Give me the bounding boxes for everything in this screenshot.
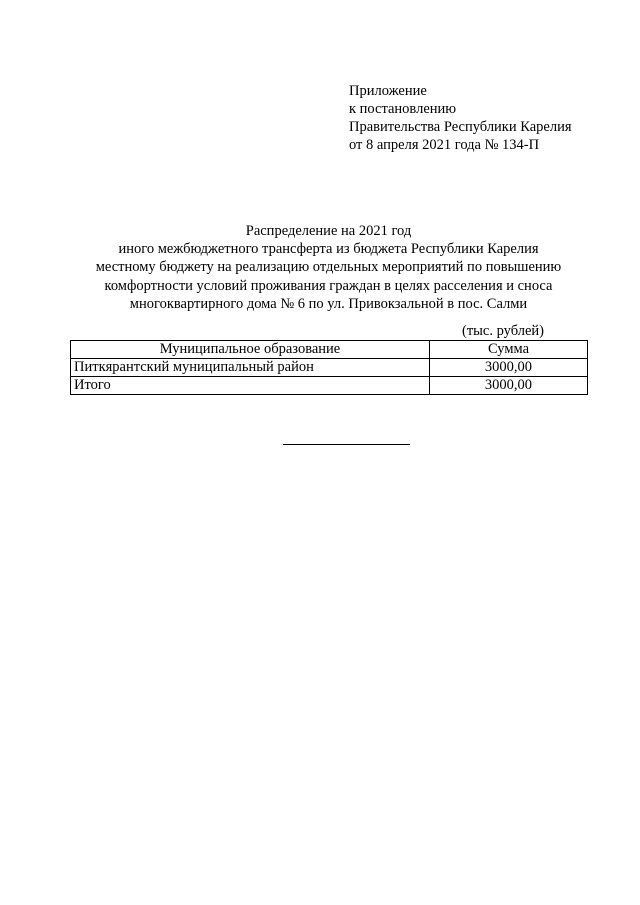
appendix-line: к постановлению <box>349 101 457 117</box>
appendix-line: Приложение <box>349 83 427 99</box>
appendix-block <box>349 82 572 154</box>
document-title <box>70 222 587 313</box>
total-label-cell: Итого <box>71 377 430 395</box>
end-divider-line <box>283 444 410 445</box>
title-line: комфортности условий проживания граждан в целях расселения и сноса <box>104 277 553 294</box>
appendix-line: Правительства Республики Карелия <box>349 119 572 135</box>
municipality-cell: Питкярантский муниципальный район <box>71 359 430 377</box>
title-line: местному бюджету на реализацию отдельных мероприятий по повышению <box>95 259 562 276</box>
column-header-sum: Сумма <box>430 341 588 359</box>
title-line: иного межбюджетного трансферта из бюджета Республики Карелия <box>118 241 539 258</box>
distribution-table <box>70 340 588 395</box>
units-label: (тыс. рублей) <box>462 323 544 339</box>
table-row <box>71 359 588 377</box>
total-sum-cell: 3000,00 <box>430 377 588 395</box>
table-header-row <box>71 341 588 359</box>
title-line: многоквартирного дома № 6 по ул. Привокзальной в пос. Салми <box>129 295 528 312</box>
appendix-line: от 8 апреля 2021 года № 134-П <box>349 137 540 153</box>
column-header-municipality: Муниципальное образование <box>71 341 430 359</box>
table-row-total <box>71 377 588 395</box>
title-line: Распределение на 2021 год <box>245 223 412 239</box>
sum-cell: 3000,00 <box>430 359 588 377</box>
